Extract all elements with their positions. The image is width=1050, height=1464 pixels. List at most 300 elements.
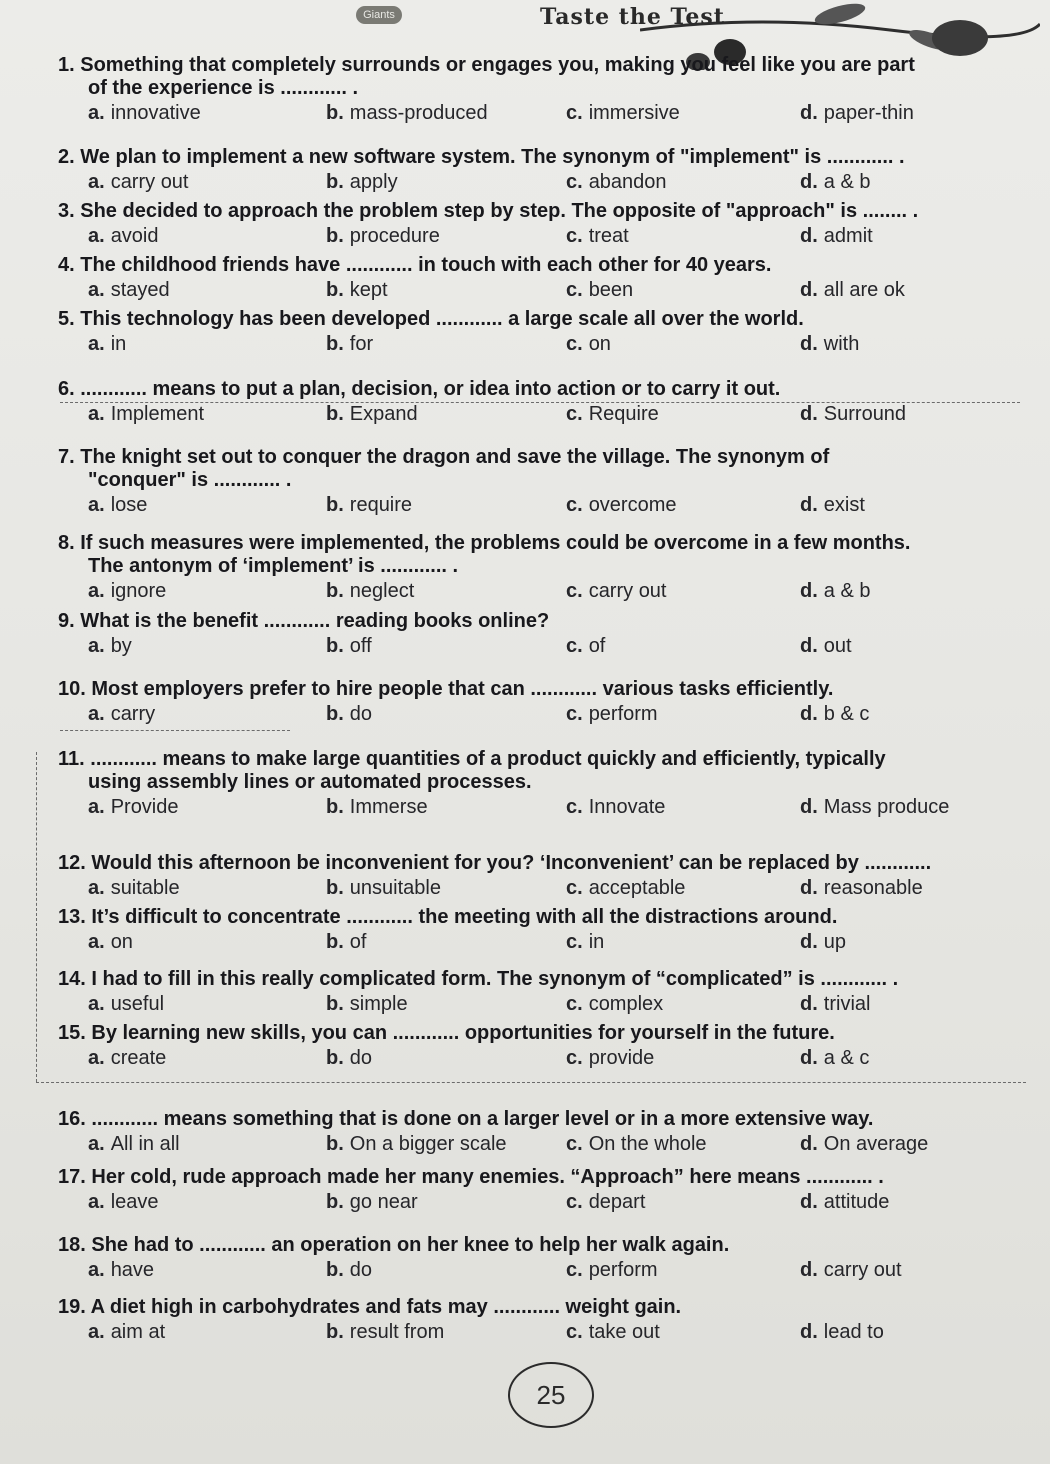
question-stem — [58, 678, 1033, 701]
answer-options — [58, 635, 1033, 663]
answer-option[interactable] — [800, 279, 905, 302]
question-number: 8. — [58, 532, 75, 554]
option-letter: c. — [566, 580, 583, 602]
option-text: of — [349, 931, 367, 953]
answer-option[interactable] — [566, 1321, 660, 1344]
question-text: ............ means something that is done on a larger level or in a more extensive way. — [91, 1108, 874, 1130]
option-letter: c. — [566, 494, 583, 516]
answer-option[interactable] — [800, 580, 870, 603]
question-text: I had to fill in this really complicated form. The synonym of “complicated” is ............ . — [91, 968, 899, 990]
answer-option[interactable] — [88, 703, 155, 726]
option-letter: b. — [326, 1133, 344, 1155]
option-letter: d. — [800, 1259, 818, 1281]
answer-options — [58, 225, 1033, 253]
option-text: attitude — [823, 1191, 890, 1213]
option-text: apply — [349, 171, 398, 193]
question-stem — [58, 446, 1033, 492]
answer-option[interactable] — [88, 102, 201, 125]
question-number: 6. — [58, 378, 75, 400]
option-text: create — [110, 1047, 167, 1069]
answer-option[interactable] — [566, 1191, 645, 1214]
answer-option[interactable] — [566, 993, 663, 1016]
option-letter: c. — [566, 1191, 583, 1213]
option-text: admit — [823, 225, 873, 247]
option-letter: b. — [326, 225, 344, 247]
answer-options — [58, 796, 1033, 824]
question-stem — [58, 200, 1033, 223]
answer-option[interactable] — [326, 931, 366, 954]
question-text: It’s difficult to concentrate ............ the meeting with all the distractions around. — [91, 906, 838, 928]
answer-option[interactable] — [326, 1321, 444, 1344]
option-text: a & b — [823, 580, 871, 602]
question-text: This technology has been developed ............ a large scale all over the world. — [80, 308, 804, 330]
option-text: ignore — [110, 580, 167, 602]
option-text: unsuitable — [349, 877, 441, 899]
answer-option[interactable] — [800, 993, 870, 1016]
answer-option[interactable] — [566, 333, 611, 356]
option-text: b & c — [823, 703, 870, 725]
answer-option[interactable] — [566, 796, 665, 819]
question-14 — [58, 968, 1033, 1021]
option-letter: a. — [88, 703, 105, 725]
question-number: 7. — [58, 446, 75, 468]
question-stem — [58, 906, 1033, 929]
answer-option[interactable] — [326, 635, 372, 658]
option-letter: c. — [566, 703, 583, 725]
option-text: with — [823, 333, 860, 355]
option-text: On average — [823, 1133, 929, 1155]
question-number: 12. — [58, 852, 86, 874]
answer-options — [58, 102, 1033, 130]
answer-option[interactable] — [800, 931, 846, 954]
question-16 — [58, 1108, 1033, 1161]
option-letter: b. — [326, 403, 344, 425]
answer-option[interactable] — [566, 171, 667, 194]
answer-options — [58, 993, 1033, 1021]
answer-option[interactable] — [326, 1047, 372, 1070]
option-letter: c. — [566, 333, 583, 355]
option-text: off — [349, 635, 372, 657]
question-text: Her cold, rude approach made her many enemies. “Approach” here means ............ . — [91, 1166, 884, 1188]
answer-option[interactable] — [88, 1259, 154, 1282]
option-text: go near — [349, 1191, 418, 1213]
answer-option[interactable] — [566, 703, 658, 726]
option-letter: b. — [326, 171, 344, 193]
option-letter: a. — [88, 993, 105, 1015]
answer-option[interactable] — [88, 635, 132, 658]
answer-option[interactable] — [88, 494, 147, 517]
option-text: overcome — [588, 494, 677, 516]
option-text: Surround — [823, 403, 907, 425]
option-letter: c. — [566, 225, 583, 247]
question-1 — [58, 54, 1033, 130]
answer-option[interactable] — [326, 877, 441, 900]
option-text: by — [110, 635, 132, 657]
answer-option[interactable] — [88, 279, 170, 302]
option-text: On a bigger scale — [349, 1133, 507, 1155]
option-text: Innovate — [588, 796, 666, 818]
option-letter: d. — [800, 796, 818, 818]
option-letter: d. — [800, 877, 818, 899]
option-letter: c. — [566, 1133, 583, 1155]
answer-option[interactable] — [566, 494, 677, 517]
answer-options — [58, 333, 1033, 361]
question-text: She decided to approach the problem step by step. The opposite of "approach" is ........ . — [80, 200, 919, 222]
option-text: provide — [588, 1047, 655, 1069]
answer-option[interactable] — [88, 993, 164, 1016]
answer-options — [58, 877, 1033, 905]
question-text: We plan to implement a new software system. The synonym of "implement" is ............ . — [80, 146, 905, 168]
answer-option[interactable] — [326, 225, 440, 248]
answer-option[interactable] — [800, 403, 906, 426]
answer-options — [58, 580, 1033, 608]
question-stem — [58, 968, 1033, 991]
section-divider — [60, 730, 290, 731]
question-stem — [58, 852, 1033, 875]
option-letter: a. — [88, 580, 105, 602]
answer-option[interactable] — [566, 102, 680, 125]
answer-options — [58, 1133, 1033, 1161]
option-letter: a. — [88, 494, 105, 516]
option-text: Implement — [110, 403, 205, 425]
answer-option[interactable] — [800, 1321, 884, 1344]
option-text: suitable — [110, 877, 180, 899]
question-number: 13. — [58, 906, 86, 928]
question-number: 4. — [58, 254, 75, 276]
question-number: 3. — [58, 200, 75, 222]
option-text: in — [588, 931, 605, 953]
question-10 — [58, 678, 1033, 731]
answer-option[interactable] — [326, 171, 398, 194]
option-letter: c. — [566, 102, 583, 124]
question-3 — [58, 200, 1033, 253]
answer-option[interactable] — [800, 102, 914, 125]
question-stem — [58, 748, 1033, 794]
option-text: been — [588, 279, 634, 301]
option-text: trivial — [823, 993, 871, 1015]
option-text: in — [110, 333, 127, 355]
option-letter: b. — [326, 877, 344, 899]
option-letter: d. — [800, 279, 818, 301]
question-15 — [58, 1022, 1033, 1075]
option-text: a & c — [823, 1047, 870, 1069]
option-letter: d. — [800, 635, 818, 657]
option-letter: c. — [566, 1047, 583, 1069]
section-divider — [60, 402, 1020, 403]
option-letter: a. — [88, 171, 105, 193]
option-letter: a. — [88, 1259, 105, 1281]
answer-option[interactable] — [326, 494, 412, 517]
answer-option[interactable] — [566, 1133, 707, 1156]
option-letter: b. — [326, 796, 344, 818]
option-text: for — [349, 333, 374, 355]
question-text: The childhood friends have ............ in touch with each other for 40 years. — [80, 254, 772, 276]
option-text: immersive — [588, 102, 680, 124]
question-number: 15. — [58, 1022, 86, 1044]
option-letter: b. — [326, 102, 344, 124]
option-letter: d. — [800, 403, 818, 425]
question-text: Something that completely surrounds or engages you, making you feel like you are part — [80, 54, 915, 76]
option-letter: d. — [800, 931, 818, 953]
option-letter: a. — [88, 1133, 105, 1155]
option-letter: c. — [566, 171, 583, 193]
option-letter: d. — [800, 1191, 818, 1213]
option-letter: c. — [566, 1259, 583, 1281]
answer-option[interactable] — [88, 333, 126, 356]
question-text: Would this afternoon be inconvenient for you? ‘Inconvenient’ can be replaced by ............ — [91, 852, 932, 874]
option-letter: a. — [88, 796, 105, 818]
option-text: treat — [588, 225, 629, 247]
answer-option[interactable] — [326, 1191, 418, 1214]
option-letter: b. — [326, 703, 344, 725]
answer-option[interactable] — [326, 333, 373, 356]
answer-option[interactable] — [800, 171, 870, 194]
answer-option[interactable] — [88, 171, 189, 194]
answer-option[interactable] — [566, 279, 633, 302]
answer-option[interactable] — [800, 1133, 928, 1156]
answer-option[interactable] — [566, 403, 659, 426]
answer-option[interactable] — [800, 494, 865, 517]
answer-option[interactable] — [88, 796, 179, 819]
question-5 — [58, 308, 1033, 361]
answer-option[interactable] — [566, 580, 667, 603]
question-number: 17. — [58, 1166, 86, 1188]
question-2 — [58, 146, 1033, 199]
page-title: Taste the Test — [540, 4, 725, 30]
answer-option[interactable] — [326, 580, 414, 603]
answer-option[interactable] — [88, 225, 159, 248]
option-letter: b. — [326, 580, 344, 602]
option-text: reasonable — [823, 877, 923, 899]
option-letter: b. — [326, 993, 344, 1015]
option-text: have — [110, 1259, 155, 1281]
option-text: up — [823, 931, 847, 953]
question-stem — [58, 1166, 1033, 1189]
question-number: 10. — [58, 678, 86, 700]
question-number: 18. — [58, 1234, 86, 1256]
question-stem — [58, 378, 1033, 401]
answer-option[interactable] — [800, 1259, 902, 1282]
answer-option[interactable] — [88, 1133, 180, 1156]
question-17 — [58, 1166, 1033, 1219]
answer-option[interactable] — [88, 877, 180, 900]
option-letter: a. — [88, 225, 105, 247]
option-letter: b. — [326, 333, 344, 355]
answer-options — [58, 1191, 1033, 1219]
question-text-continued: "conquer" is ............ . — [88, 469, 292, 491]
answer-options — [58, 703, 1033, 731]
option-text: do — [349, 1259, 373, 1281]
question-text: What is the benefit ............ reading books online? — [80, 610, 550, 632]
question-18 — [58, 1234, 1033, 1287]
option-text: useful — [110, 993, 165, 1015]
option-letter: d. — [800, 333, 818, 355]
option-letter: d. — [800, 1321, 818, 1343]
option-text: mass-produced — [349, 102, 488, 124]
option-letter: d. — [800, 580, 818, 602]
page-number: 25 — [508, 1362, 594, 1428]
answer-option[interactable] — [326, 796, 428, 819]
option-text: simple — [349, 993, 408, 1015]
answer-option[interactable] — [88, 1047, 166, 1070]
option-text: procedure — [349, 225, 440, 247]
option-letter: d. — [800, 171, 818, 193]
option-text: Immerse — [349, 796, 428, 818]
option-letter: a. — [88, 403, 105, 425]
answer-option[interactable] — [326, 703, 372, 726]
option-text: kept — [349, 279, 388, 301]
answer-option[interactable] — [326, 403, 418, 426]
answer-options — [58, 931, 1033, 959]
option-text: Mass produce — [823, 796, 950, 818]
option-letter: b. — [326, 931, 344, 953]
question-text: She had to ............ an operation on her knee to help her walk again. — [91, 1234, 730, 1256]
option-text: leave — [110, 1191, 159, 1213]
option-text: aim at — [110, 1321, 166, 1343]
series-badge: Giants — [356, 6, 402, 24]
option-letter: b. — [326, 279, 344, 301]
option-letter: c. — [566, 403, 583, 425]
answer-option[interactable] — [566, 1259, 658, 1282]
question-4 — [58, 254, 1033, 307]
answer-option[interactable] — [326, 1133, 507, 1156]
section-border — [36, 752, 37, 1082]
answer-option[interactable] — [566, 931, 604, 954]
option-letter: c. — [566, 635, 583, 657]
option-letter: a. — [88, 877, 105, 899]
option-text: On the whole — [588, 1133, 707, 1155]
answer-option[interactable] — [326, 1259, 372, 1282]
question-19 — [58, 1296, 1033, 1349]
answer-options — [58, 1047, 1033, 1075]
option-text: do — [349, 703, 373, 725]
option-text: depart — [588, 1191, 646, 1213]
answer-option[interactable] — [88, 1321, 165, 1344]
answer-option[interactable] — [88, 580, 166, 603]
question-text: Most employers prefer to hire people that can ............ various tasks efficiently. — [91, 678, 834, 700]
answer-option[interactable] — [566, 877, 685, 900]
option-letter: b. — [326, 1321, 344, 1343]
answer-option[interactable] — [800, 703, 869, 726]
answer-options — [58, 1259, 1033, 1287]
option-letter: d. — [800, 494, 818, 516]
option-text: out — [823, 635, 852, 657]
option-letter: a. — [88, 279, 105, 301]
answer-option[interactable] — [326, 993, 408, 1016]
option-text: carry out — [823, 1259, 902, 1281]
option-text: Require — [588, 403, 659, 425]
answer-option[interactable] — [566, 1047, 654, 1070]
question-text: ............ means to make large quantities of a product quickly and efficiently, typically — [90, 748, 886, 770]
option-text: take out — [588, 1321, 660, 1343]
question-number: 1. — [58, 54, 75, 76]
option-text: innovative — [110, 102, 201, 124]
option-text: stayed — [110, 279, 170, 301]
question-stem — [58, 308, 1033, 331]
option-text: perform — [588, 1259, 658, 1281]
option-text: carry out — [588, 580, 667, 602]
question-9 — [58, 610, 1033, 663]
answer-option[interactable] — [88, 1191, 159, 1214]
option-text: lose — [110, 494, 148, 516]
option-text: require — [349, 494, 413, 516]
question-7 — [58, 446, 1033, 522]
answer-option[interactable] — [88, 403, 204, 426]
option-text: neglect — [349, 580, 415, 602]
answer-option[interactable] — [800, 877, 923, 900]
question-stem — [58, 532, 1033, 578]
option-letter: d. — [800, 1047, 818, 1069]
option-letter: d. — [800, 225, 818, 247]
answer-option[interactable] — [800, 225, 873, 248]
question-number: 5. — [58, 308, 75, 330]
answer-option[interactable] — [566, 225, 629, 248]
answer-option[interactable] — [566, 635, 605, 658]
option-text: carry — [110, 703, 156, 725]
option-text: avoid — [110, 225, 159, 247]
option-letter: c. — [566, 877, 583, 899]
option-letter: b. — [326, 635, 344, 657]
option-text: on — [110, 931, 133, 953]
question-text-continued: of the experience is ............ . — [88, 77, 359, 99]
answer-option[interactable] — [326, 102, 488, 125]
question-13 — [58, 906, 1033, 959]
option-text: do — [349, 1047, 373, 1069]
option-letter: b. — [326, 1191, 344, 1213]
question-11 — [58, 748, 1033, 824]
answer-option[interactable] — [88, 931, 133, 954]
question-text: The knight set out to conquer the dragon and save the village. The synonym of — [80, 446, 830, 468]
question-number: 2. — [58, 146, 75, 168]
question-text: By learning new skills, you can ............ opportunities for yourself in the future. — [91, 1022, 835, 1044]
option-text: acceptable — [588, 877, 686, 899]
option-text: perform — [588, 703, 658, 725]
answer-option[interactable] — [800, 1047, 869, 1070]
question-stem — [58, 1296, 1033, 1319]
option-text: a & b — [823, 171, 871, 193]
question-stem — [58, 1234, 1033, 1257]
answer-option[interactable] — [800, 1191, 889, 1214]
question-stem — [58, 610, 1033, 633]
option-letter: b. — [326, 1047, 344, 1069]
question-number: 19. — [58, 1296, 86, 1318]
answer-options — [58, 403, 1033, 431]
option-text: complex — [588, 993, 664, 1015]
option-text: lead to — [823, 1321, 884, 1343]
answer-option[interactable] — [800, 796, 949, 819]
option-letter: d. — [800, 1133, 818, 1155]
option-letter: c. — [566, 1321, 583, 1343]
option-letter: a. — [88, 931, 105, 953]
section-divider — [36, 1082, 1026, 1083]
question-8 — [58, 532, 1033, 608]
answer-option[interactable] — [326, 279, 388, 302]
option-letter: a. — [88, 635, 105, 657]
option-letter: d. — [800, 993, 818, 1015]
question-6 — [58, 378, 1033, 431]
question-text: If such measures were implemented, the problems could be overcome in a few months. — [80, 532, 911, 554]
answer-option[interactable] — [800, 333, 859, 356]
option-letter: c. — [566, 931, 583, 953]
answer-options — [58, 494, 1033, 522]
question-text-continued: using assembly lines or automated processes. — [88, 771, 532, 793]
option-letter: c. — [566, 993, 583, 1015]
option-letter: a. — [88, 102, 105, 124]
question-stem — [58, 146, 1033, 169]
option-text: all are ok — [823, 279, 905, 301]
question-number: 11. — [58, 748, 85, 770]
answer-option[interactable] — [800, 635, 852, 658]
